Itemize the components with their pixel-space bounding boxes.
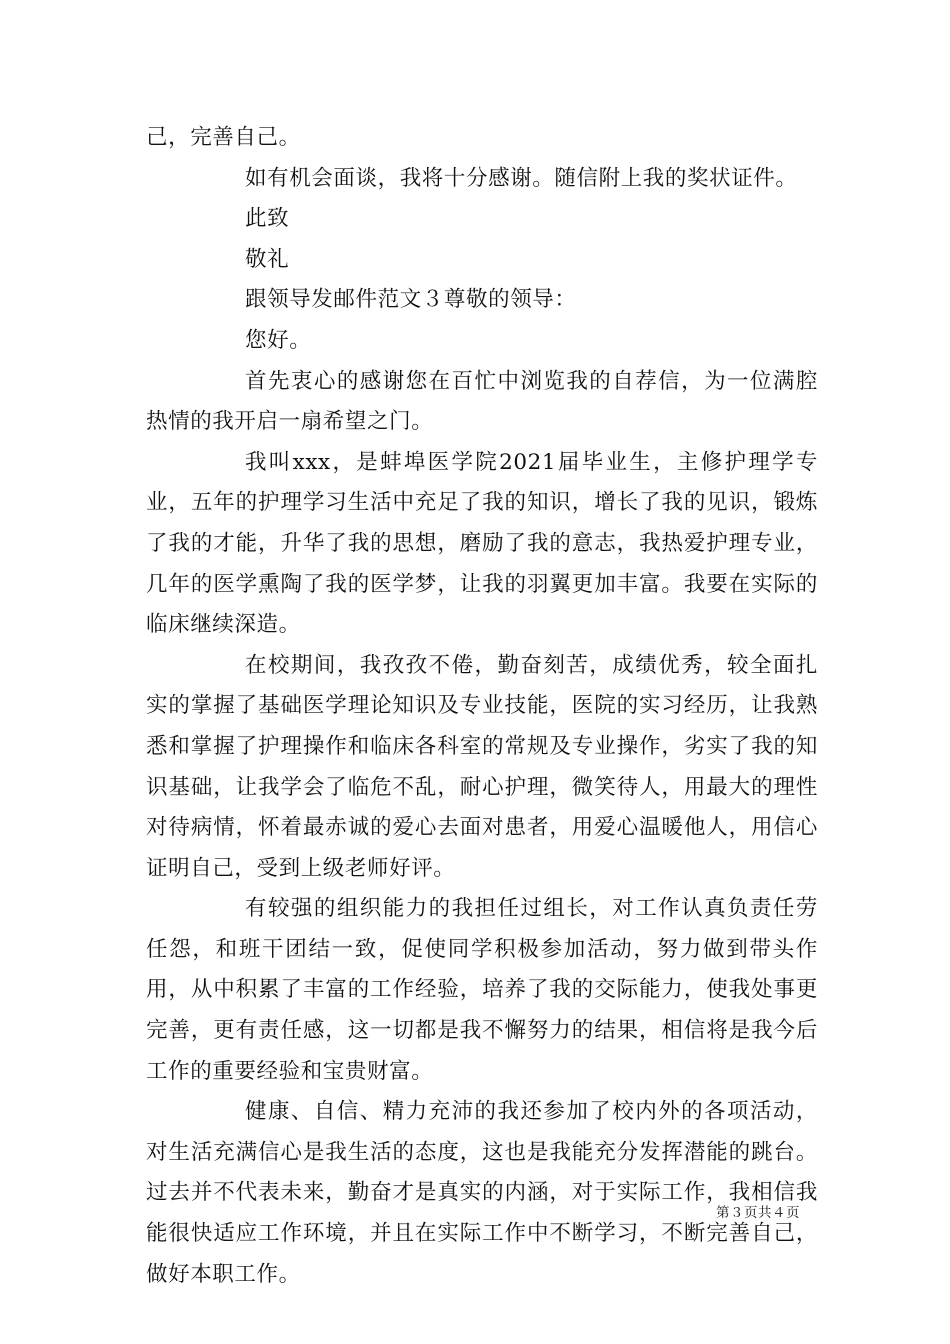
paragraph-self-introduction: 我叫xxx，是蚌埠医学院2021届毕业生，主修护理学专业，五年的护理学习生活中充足了我的知识，增长了我的见识，锻炼了我的才能，升华了我的思想，磨励了我的意志，我热爱护理专业，几年的医学熏陶了我的医学梦，让我的羽翼更加丰富。我要在实际的临床继续深造。 [146, 449, 818, 638]
paragraph-activities-outlook: 健康、自信、精力充沛的我还参加了校内外的各项活动，对生活充满信心是我生活的态度，这也是我能充分发挥潜能的跳台。过去并不代表未来，勤奋才是真实的内涵，对于实际工作，我相信我能很快适应工作环境，并且在实际工作中不断学习，不断完善自己，做好本职工作。 [146, 1099, 818, 1287]
paragraph-continuation: 己，完善自己。 [146, 125, 301, 150]
paragraph-interview-thanks: 如有机会面谈，我将十分感谢。随信附上我的奖状证件。 [245, 165, 798, 191]
paragraph-greeting: 您好。 [245, 327, 312, 353]
paragraph-organizational-ability: 有较强的组织能力的我担任过组长，对工作认真负责任劳任怨，和班干团结一致，促使同学积极参加活动，努力做到带头作用，从中积累了丰富的工作经验，培养了我的交际能力，使我处事更完善，更有责任感，这一切都是我不懈努力的结果，相信将是我今后工作的重要经验和宝贵财富。 [146, 896, 818, 1084]
document-body [146, 118, 818, 1295]
paragraph-section-heading: 跟领导发邮件范文３尊敬的领导： [245, 287, 577, 313]
paragraph-closing-jingli: 敬礼 [245, 246, 290, 272]
page-number-footer: 第３页共４页 [716, 1205, 800, 1221]
paragraph-school-period: 在校期间，我孜孜不倦，勤奋刻苦，成绩优秀，较全面扎实的掌握了基础医学理论知识及专业技能，医院的实习经历，让我熟悉和掌握了护理操作和临床各科室的常规及专业操作，劣实了我的知识基础，让我学会了临危不乱，耐心护理，微笑待人，用最大的理性对待病情，怀着最赤诚的爱心去面对患者，用爱心温暖他人，用信心证明自己，受到上级老师好评。 [146, 652, 818, 881]
paragraph-intro-thanks: 首先衷心的感谢您在百忙中浏览我的自荐信，为一位满腔热情的我开启一扇希望之门。 [146, 368, 818, 435]
paragraph-closing-cizhi: 此致 [245, 206, 290, 232]
